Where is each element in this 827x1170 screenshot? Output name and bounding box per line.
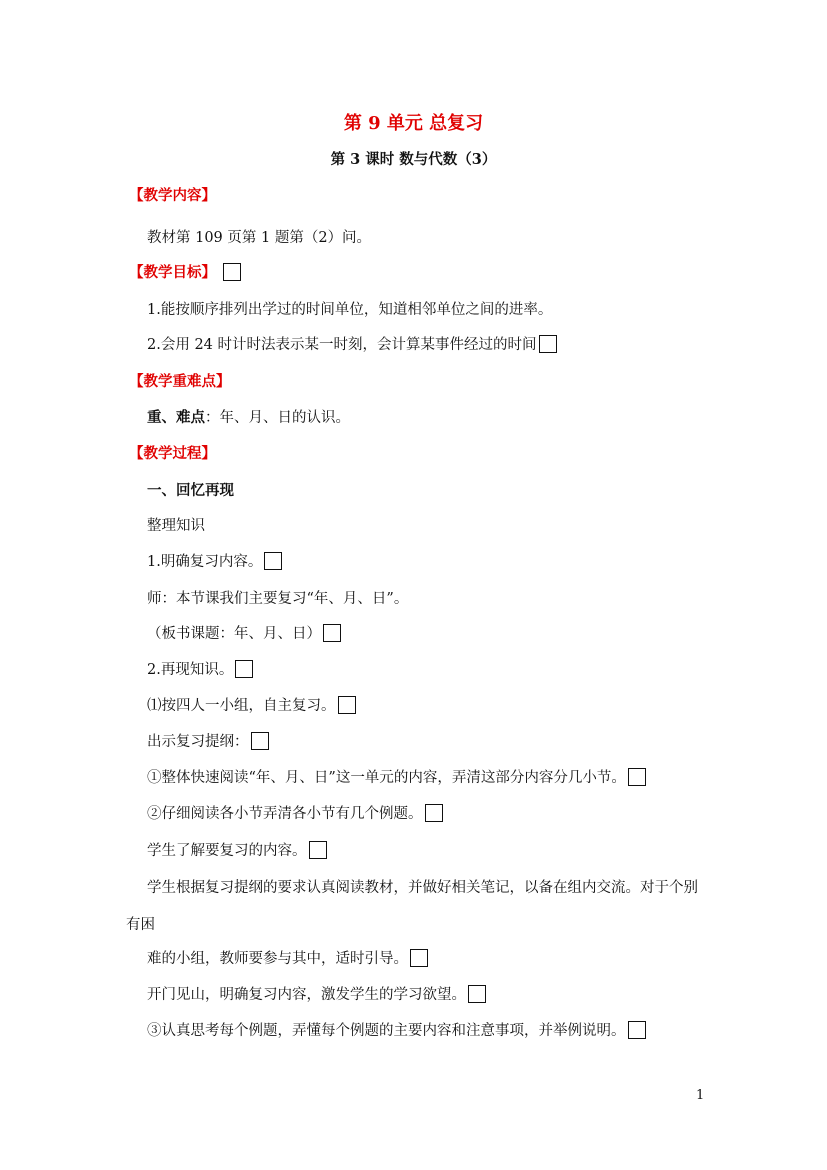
checkbox-icon: [468, 985, 486, 1003]
process-line: [147, 1022, 646, 1040]
process-line-text: 开门见山，明确复习内容，激发学生的学习欲望。: [147, 987, 466, 1003]
section-header-content: 【教学内容】: [129, 187, 216, 204]
checkbox-icon: [251, 732, 269, 750]
process-line: 有困: [126, 917, 155, 933]
process-line-text: 1.明确复习内容。: [147, 554, 263, 570]
process-line: [147, 553, 282, 571]
checkbox-icon: [323, 624, 341, 642]
process-line: [147, 625, 341, 643]
goals-header-label: 【教学目标】: [129, 264, 216, 281]
process-line-text: ③认真思考每个例题，弄懂每个例题的主要内容和注意事项，并举例说明。: [147, 1023, 626, 1039]
goal-item-2: [147, 336, 557, 354]
checkbox-icon: [223, 263, 241, 281]
process-line-text: 2.再现知识。: [147, 662, 234, 678]
section-header-goals: [129, 264, 241, 282]
process-line: [147, 842, 327, 860]
keypoints-label: 重、难点: [147, 409, 205, 426]
section-header-keypoints: 【教学重难点】: [129, 373, 231, 390]
process-line: 整理知识: [147, 518, 205, 534]
process-line: [147, 805, 443, 823]
content-text: 教材第 109 页第 1 题第（2）问。: [147, 230, 372, 246]
process-line-text: 出示复习提纲：: [147, 734, 249, 750]
process-line-text: ⑴按四人一小组，自主复习。: [147, 698, 336, 714]
process-line: [147, 769, 646, 787]
goal-item-2-text: 2.会用 24 时计时法表示某一时刻，会计算某事件经过的时间: [147, 337, 537, 353]
checkbox-icon: [338, 696, 356, 714]
checkbox-icon: [628, 1021, 646, 1039]
process-line: [147, 697, 356, 715]
process-part-1: 一、回忆再现: [147, 482, 234, 499]
checkbox-icon: [628, 768, 646, 786]
checkbox-icon: [264, 552, 282, 570]
checkbox-icon: [309, 841, 327, 859]
process-line-text: （板书课题：年、月、日）: [147, 626, 321, 642]
section-header-process: 【教学过程】: [129, 445, 216, 462]
process-line-text: 学生了解要复习的内容。: [147, 843, 307, 859]
checkbox-icon: [410, 949, 428, 967]
page-number: 1: [696, 1088, 705, 1103]
process-line: [147, 986, 486, 1004]
process-line: 师：本节课我们主要复习“年、月、日”。: [147, 591, 409, 607]
process-line-text: ②仔细阅读各小节弄清各小节有几个例题。: [147, 806, 423, 822]
lesson-subtitle: 第 3 课时 数与代数（3）: [330, 151, 497, 168]
goal-item-1: 1.能按顺序排列出学过的时间单位，知道相邻单位之间的进率。: [147, 302, 553, 318]
keypoints-text: ：年、月、日的认识。: [205, 410, 350, 426]
process-line: [147, 950, 428, 968]
process-line: 学生根据复习提纲的要求认真阅读教材，并做好相关笔记，以备在组内交流。对于个别: [147, 880, 698, 896]
keypoints-line: [147, 409, 350, 427]
checkbox-icon: [539, 335, 557, 353]
process-line: [147, 733, 269, 751]
process-line-text: ①整体快速阅读“年、月、日”这一单元的内容，弄清这部分内容分几小节。: [147, 770, 626, 786]
checkbox-icon: [425, 804, 443, 822]
checkbox-icon: [235, 660, 253, 678]
process-line-text: 难的小组，教师要参与其中，适时引导。: [147, 951, 408, 967]
process-line: [147, 661, 253, 679]
document-title: 第 9 单元 总复习: [343, 113, 484, 134]
